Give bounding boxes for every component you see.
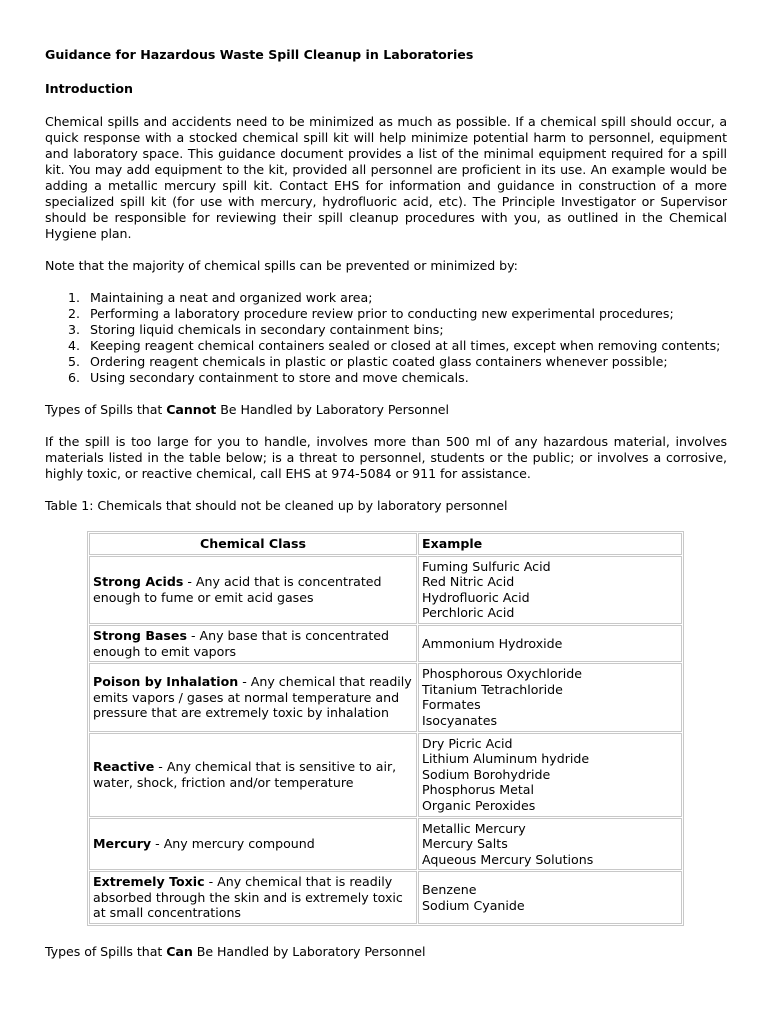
table-row xyxy=(89,733,682,817)
chemical-class-table xyxy=(87,531,684,926)
class-description: - Any mercury compound xyxy=(151,836,315,852)
list-item xyxy=(68,354,727,370)
example-item: Phosphorous Oxychloride xyxy=(422,666,583,682)
example-item: Hydrofluoric Acid xyxy=(422,589,530,605)
example-item: Sodium Cyanide xyxy=(422,897,525,913)
table-row xyxy=(89,556,682,624)
example-item: Sodium Borohydride xyxy=(422,766,551,782)
example-cell xyxy=(418,556,682,624)
class-description: - Any chemical that readily emits vapors / gases at normal temperature and pressure that are extremely toxic by inhalation xyxy=(93,673,412,721)
class-description: - Any acid that is concentrated enough to fume or emit acid gases xyxy=(93,574,382,605)
example-item: Fuming Sulfuric Acid xyxy=(422,558,551,574)
table-caption: Table 1: Chemicals that should not be cleaned up by laboratory personnel xyxy=(45,498,508,513)
example-item: Ammonium Hydroxide xyxy=(422,635,563,651)
class-name: Reactive xyxy=(93,758,155,774)
introduction-paragraph: Chemical spills and accidents need to be minimized as much as possible. If a chemical spill should occur, a quick response with a stocked chemical spill kit will help minimize potential harm to personnel, equipment and laboratory space. This guidance document provides a list of the minimal equipment required for a spill kit. You may add equipment to the kit, provided all personnel are proficient in its use. An example would be adding a metallic mercury spill kit. Contact EHS for information and guidance in construction of a more specialized spill kit (for use with mercury, hydrofluoric acid, etc). The Principle Investigator or Supervisor should be responsible for reviewing their spill cleanup procedures with you, as outlined in the Chemical Hygiene plan. xyxy=(45,114,727,241)
class-name: Poison by Inhalation xyxy=(93,673,239,689)
table-header-row xyxy=(89,533,682,555)
example-cell xyxy=(418,625,682,662)
heading-text-before: Types of Spills that xyxy=(45,944,167,960)
cannot-handle-paragraph: If the spill is too large for you to handle, involves more than 500 ml of any hazardous material, involves materials listed in the table below; is a threat to personnel, students or the public; or involves a corrosive, highly toxic, or reactive chemical, call EHS at 974-5084 or 911 for assistance. xyxy=(45,434,727,481)
list-item xyxy=(68,306,727,322)
list-item-text: Using secondary containment to store and move chemicals. xyxy=(90,370,469,385)
header-chemical-class: Chemical Class xyxy=(89,533,417,555)
example-item: Formates xyxy=(422,697,481,713)
example-cell xyxy=(418,871,682,924)
class-description: - Any base that is concentrated enough to emit vapors xyxy=(93,627,390,659)
class-description: - Any chemical that is sensitive to air, water, shock, friction and/or temperature xyxy=(93,758,397,790)
chemical-class-cell xyxy=(89,556,417,624)
list-item-text: Keeping reagent chemical containers sealed or closed at all times, except when removing contents; xyxy=(90,338,721,353)
list-item-number: 4. xyxy=(68,338,81,353)
header-example: Example xyxy=(418,533,682,555)
heading-emphasis: Cannot xyxy=(166,402,217,417)
chemical-class-cell xyxy=(89,818,417,871)
list-item-text: Storing liquid chemicals in secondary containment bins; xyxy=(90,322,444,337)
example-item: Phosphorus Metal xyxy=(422,782,535,798)
chemical-class-cell xyxy=(89,625,417,662)
example-item: Organic Peroxides xyxy=(422,797,536,813)
example-item: Lithium Aluminum hydride xyxy=(422,751,590,767)
heading-text-before: Types of Spills that xyxy=(45,402,167,417)
list-item-text: Performing a laboratory procedure review prior to conducting new experimental procedures; xyxy=(90,306,674,321)
chemical-class-cell xyxy=(89,733,417,817)
example-cell xyxy=(418,663,682,731)
class-name: Strong Bases xyxy=(93,627,187,643)
example-item: Benzene xyxy=(422,882,477,898)
class-name: Strong Acids xyxy=(93,574,184,590)
list-item-number: 3. xyxy=(68,322,81,337)
example-item: Isocyanates xyxy=(422,712,498,728)
table-row xyxy=(89,871,682,924)
prevention-note: Note that the majority of chemical spills can be prevented or minimized by: xyxy=(45,258,518,273)
document-title: Guidance for Hazardous Waste Spill Cleanup in Laboratories xyxy=(45,47,474,62)
example-item: Red Nitric Acid xyxy=(422,574,515,590)
list-item xyxy=(68,290,727,306)
example-item: Titanium Tetrachloride xyxy=(422,681,563,697)
cannot-handle-heading xyxy=(45,402,727,418)
list-item-text: Ordering reagent chemicals in plastic or plastic coated glass containers whenever possible; xyxy=(90,354,668,369)
document-page xyxy=(45,46,727,960)
chemical-table-wrapper xyxy=(87,531,684,926)
example-item: Mercury Salts xyxy=(422,836,508,852)
table-row xyxy=(89,818,682,871)
list-item xyxy=(68,338,727,354)
heading-text-after: Be Handled by Laboratory Personnel xyxy=(192,944,426,960)
class-name: Extremely Toxic xyxy=(93,874,205,890)
example-item: Metallic Mercury xyxy=(422,820,526,836)
example-item: Aqueous Mercury Solutions xyxy=(422,851,594,867)
heading-emphasis: Can xyxy=(166,944,193,960)
example-item: Perchloric Acid xyxy=(422,605,515,621)
list-item-number: 2. xyxy=(68,306,81,321)
class-description: - Any chemical that is readily absorbed through the skin and is extremely toxic at small concentrations xyxy=(93,874,403,921)
introduction-heading: Introduction xyxy=(45,81,133,96)
prevention-list xyxy=(45,290,727,386)
table-row xyxy=(89,625,682,662)
list-item-number: 5. xyxy=(68,354,81,369)
example-cell xyxy=(418,818,682,871)
example-cell xyxy=(418,733,682,817)
class-name: Mercury xyxy=(93,836,152,852)
list-item-number: 1. xyxy=(68,290,81,305)
chemical-class-cell xyxy=(89,663,417,731)
heading-text-after: Be Handled by Laboratory Personnel xyxy=(216,402,449,417)
can-handle-heading xyxy=(45,944,727,960)
table-row xyxy=(89,663,682,731)
list-item xyxy=(68,370,727,386)
example-item: Dry Picric Acid xyxy=(422,735,513,751)
list-item-number: 6. xyxy=(68,370,81,385)
list-item-text: Maintaining a neat and organized work area; xyxy=(90,290,373,305)
chemical-class-cell xyxy=(89,871,417,924)
list-item xyxy=(68,322,727,338)
